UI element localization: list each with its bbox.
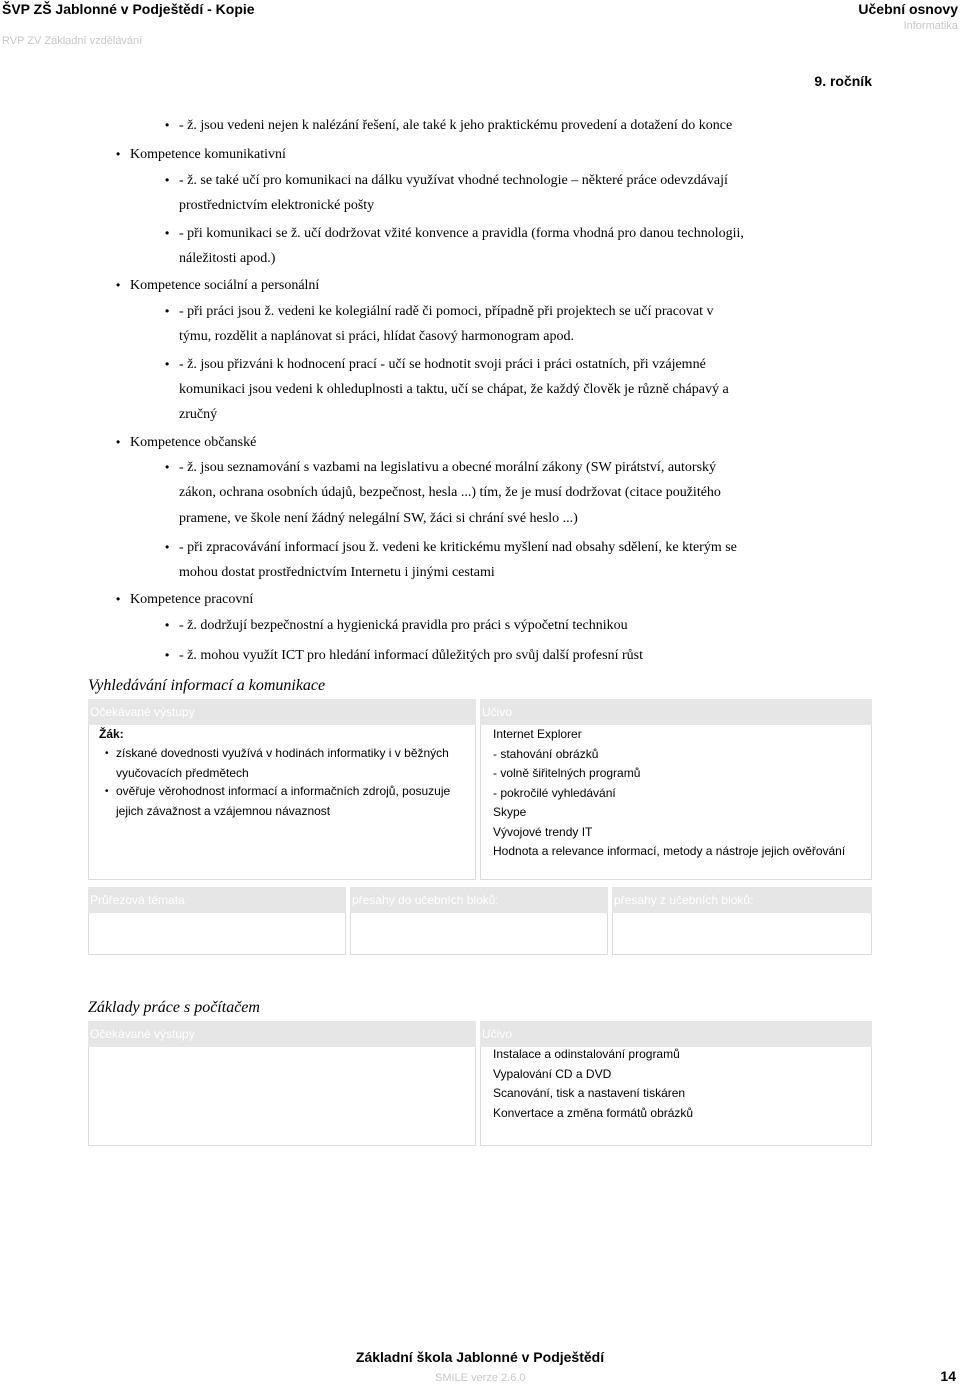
cross-topics-cell <box>88 913 346 955</box>
section-heading: Vyhledávání informací a komunikace <box>88 677 326 694</box>
footer-version: SMILE verze 2.6.0 <box>435 1372 526 1384</box>
list-item-cont: komunikaci jsou vedeni k ohleduplnosti a taktu, učí se chápat, že každý člověk je různě chápavý a <box>179 382 729 397</box>
list-item: • - ž. jsou seznamování s vazbami na legislativu a obecné morální zákony (SW pirátství, autorský <box>179 455 716 480</box>
section-heading: Základy práce s počítačem <box>88 999 260 1016</box>
curriculum-header: Učivo <box>480 1021 872 1047</box>
list-item-cont: náležitosti apod.) <box>179 251 276 266</box>
overlap-to-cell <box>350 913 608 955</box>
list-item: • - ž. jsou přizváni k hodnocení prací - učí se hodnotit svoji práci i práci ostatních, při vzájemné <box>179 352 706 377</box>
curriculum-cell <box>480 725 872 880</box>
output-line: jejich závažnost a vzájemnou návaznost <box>116 803 331 818</box>
output-line: vyučovacích předmětech <box>116 765 249 780</box>
overlap-from-header: přesahy z učebních bloků: <box>612 887 872 913</box>
list-item-cont: zručný <box>179 407 218 422</box>
document-subtitle: RVP ZV Základní vzdělávání <box>2 35 143 47</box>
output-item <box>116 744 449 783</box>
output-line: • ověřuje věrohodnost informací a informačních zdrojů, posuzuje <box>116 784 451 798</box>
list-item: • - ž. dodržují bezpečnostní a hygienická pravidla pro práci s výpočetní technikou <box>179 613 628 638</box>
list-item: • - ž. se také učí pro komunikaci na dálku využívat vhodné technologie – některé práce odevzdávají <box>179 168 728 193</box>
curriculum-item: Skype <box>493 805 527 819</box>
footer-school: Základní škola Jablonné v Podještědí <box>355 1349 605 1365</box>
curriculum-item: Scanování, tisk a nastavení tiskáren <box>493 1086 686 1100</box>
competence-heading: • Kompetence občanské <box>130 430 256 455</box>
competence-heading: • Kompetence sociální a personální <box>130 273 319 298</box>
list-item: • - při zpracovávání informací jsou ž. vedeni ke kritickému myšlení nad obsahy sdělení, ke kterým se <box>179 535 737 560</box>
overlap-from-cell <box>612 913 872 955</box>
list-item: • - při práci jsou ž. vedeni ke kolegiální radě či pomoci, případně při projektech se učí pracovat v <box>179 299 714 324</box>
list-item-cont: pramene, ve škole není žádný nelegální SW, žáci si chrání své heslo ...) <box>179 511 578 526</box>
curriculum-list <box>493 1045 693 1123</box>
curriculum-header: Učivo <box>480 699 872 725</box>
outputs-header: Očekávané výstupy <box>88 1021 476 1047</box>
curriculum-item: Instalace a odinstalování programů <box>493 1047 680 1061</box>
competence-heading: • Kompetence pracovní <box>130 587 253 612</box>
overlap-to-header: přesahy do učebních bloků: <box>350 887 608 913</box>
list-item-cont: mohou dostat prostřednictvím Internetu i jinými cestami <box>179 565 495 580</box>
section-title-right: Učební osnovy <box>858 1 958 17</box>
curriculum-item: Hodnota a relevance informací, metody a nástroje jejich ověřování <box>493 844 846 858</box>
subject-name: Informatika <box>903 20 958 32</box>
grade-label: 9. ročník <box>814 73 872 89</box>
list-item-cont: prostřednictvím elektronické pošty <box>179 198 375 213</box>
document-title: ŠVP ZŠ Jablonné v Podještědí - Kopie <box>2 1 255 17</box>
list-item-cont: týmu, rozdělit a naplánovat si práci, hlídat časový harmonogram apod. <box>179 329 574 344</box>
curriculum-item: Vypalování CD a DVD <box>493 1066 612 1081</box>
list-item-cont: zákon, ochrana osobních údajů, bezpečnost, hesla ...) tím, že je musí dodržovat (citace použitého <box>179 485 721 500</box>
curriculum-item: - pokročilé vyhledávání <box>493 785 616 800</box>
outputs-cell <box>88 725 476 880</box>
curriculum-list <box>493 725 845 862</box>
cross-topics-header: Průřezová témata <box>88 887 346 913</box>
outputs-cell <box>88 1047 476 1146</box>
list-item: • - při komunikaci se ž. učí dodržovat vžité konvence a pravidla (forma vhodná pro danou technologii, <box>179 221 744 246</box>
curriculum-item: Vývojové trendy IT <box>493 824 593 839</box>
curriculum-item: - volně šiřitelných programů <box>493 766 641 780</box>
curriculum-item: - stahování obrázků <box>493 746 599 761</box>
list-item: • - ž. jsou vedeni nejen k nalézání řešení, ale také k jeho praktickému provedení a dotažení do konce <box>179 113 732 138</box>
curriculum-cell <box>480 1047 872 1146</box>
outputs-header: Očekávané výstupy <box>88 699 476 725</box>
output-item <box>116 782 450 821</box>
list-item: • - ž. mohou využít ICT pro hledání informací důležitých pro svůj další profesní růst <box>179 643 643 668</box>
competence-heading: • Kompetence komunikativní <box>130 142 286 167</box>
page-number: 14 <box>940 1368 956 1384</box>
output-line: • získané dovednosti využívá v hodinách informatiky i v běžných <box>116 746 449 760</box>
curriculum-item: Konvertace a změna formátů obrázků <box>493 1105 694 1120</box>
pupil-label: Žák: <box>99 727 124 741</box>
curriculum-item: Internet Explorer <box>493 727 582 741</box>
